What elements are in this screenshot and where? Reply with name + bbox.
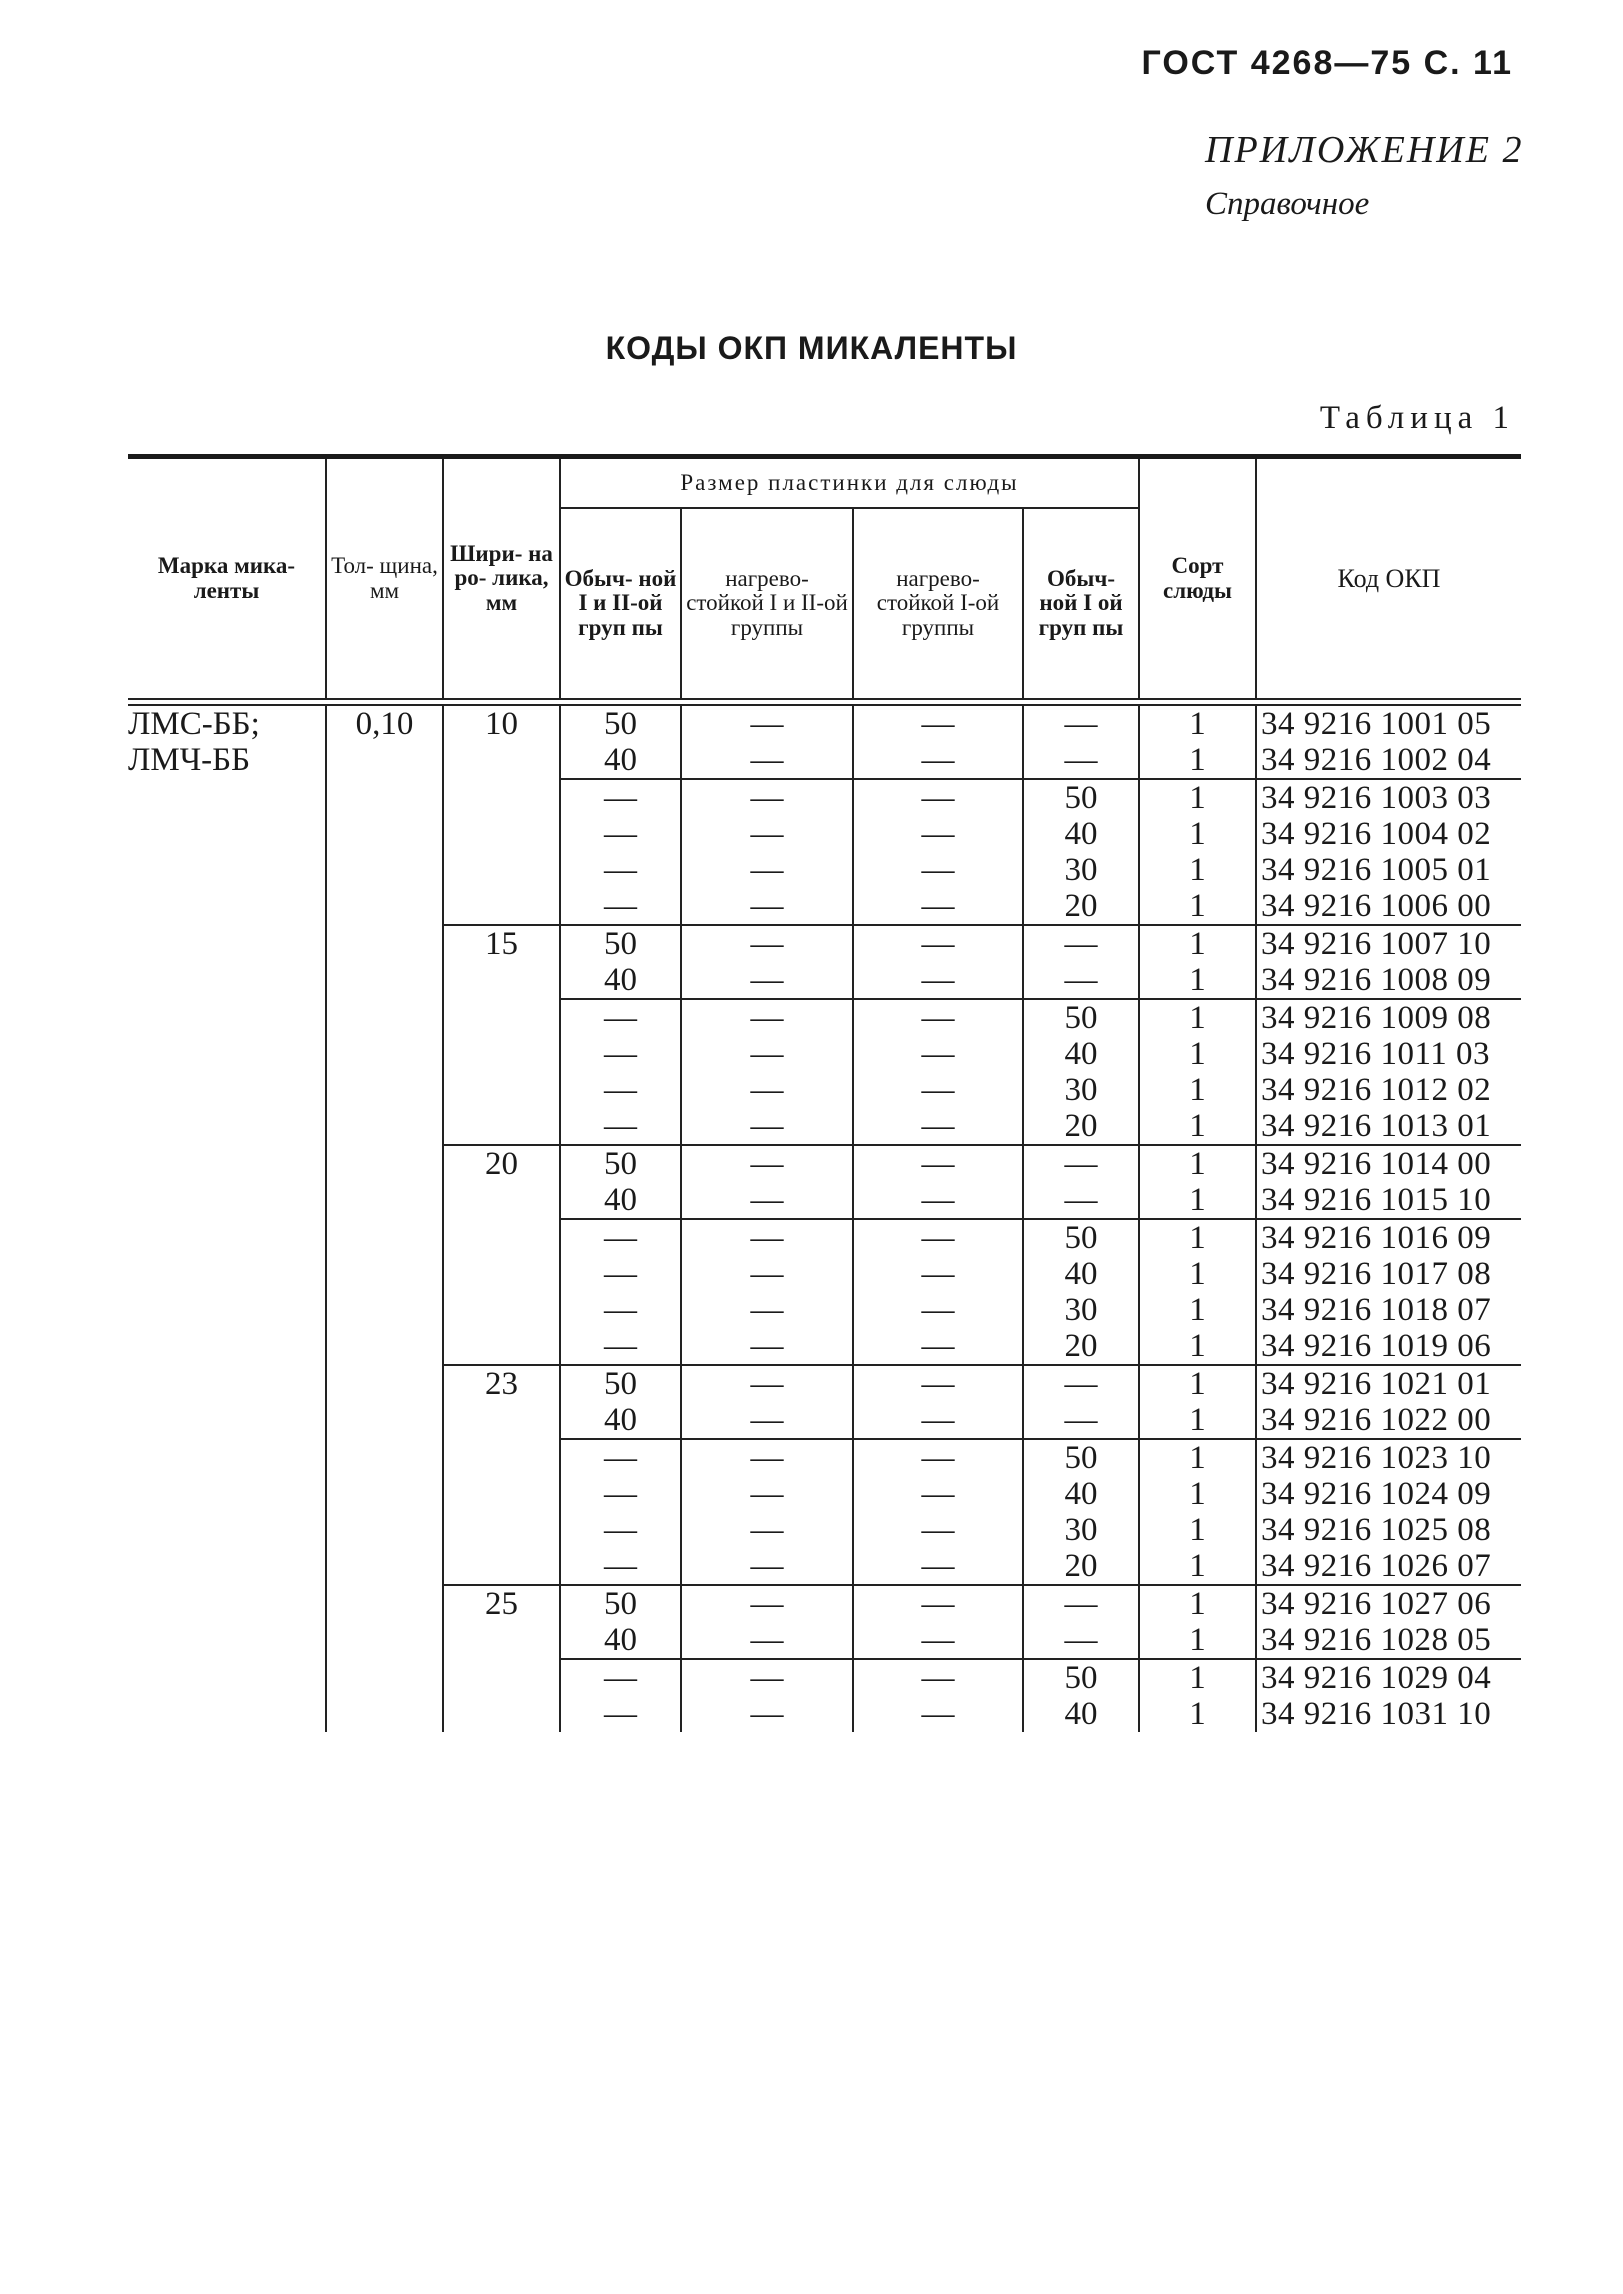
cell-value: 1 xyxy=(1189,1146,1206,1182)
cell-value: 50 xyxy=(1064,1440,1098,1476)
cell-value: 1 xyxy=(1189,1182,1206,1218)
sort-cell xyxy=(1139,706,1256,779)
cell-value: 1 xyxy=(1189,706,1206,742)
okp-code: 34 9216 1025 08 xyxy=(1261,1512,1492,1548)
cell-value: — xyxy=(921,1696,955,1732)
c4-cell xyxy=(1023,1365,1139,1439)
c3-cell xyxy=(853,925,1023,999)
c2-cell xyxy=(681,1585,853,1659)
col-header-normal-1: Обыч- ной I ой груп пы xyxy=(1023,508,1139,698)
c3-cell xyxy=(853,1365,1023,1439)
mark-cell xyxy=(128,706,326,1732)
cell-value: — xyxy=(750,1512,784,1548)
cell-value: — xyxy=(1064,1146,1098,1182)
appendix-note: Справочное xyxy=(1205,186,1370,222)
col-header-mark: Марка мика- ленты xyxy=(157,553,296,603)
c3-cell xyxy=(853,706,1023,779)
okp-code: 34 9216 1031 10 xyxy=(1261,1696,1492,1732)
cell-value: — xyxy=(921,742,955,778)
mark-text: ЛМС-ББ; xyxy=(128,706,260,742)
thickness-cell: 0,10 xyxy=(326,706,443,1732)
cell-value: — xyxy=(921,962,955,998)
cell-value: — xyxy=(750,1660,784,1696)
okp-code: 34 9216 1023 10 xyxy=(1261,1440,1492,1476)
cell-value: 1 xyxy=(1189,926,1206,962)
okp-code: 34 9216 1002 04 xyxy=(1261,742,1492,778)
header-double-rule xyxy=(128,698,1521,706)
cell-value: — xyxy=(921,1220,955,1256)
code-cell xyxy=(1256,779,1521,925)
col-header-width: Шири- на ро- лика, мм xyxy=(443,459,560,698)
cell-value: — xyxy=(750,1328,784,1364)
okp-code: 34 9216 1017 08 xyxy=(1261,1256,1492,1292)
cell-value: 50 xyxy=(604,706,637,742)
c2-cell xyxy=(681,1219,853,1365)
cell-value: — xyxy=(921,1512,955,1548)
okp-code: 34 9216 1014 00 xyxy=(1261,1146,1492,1182)
c2-cell xyxy=(681,706,853,779)
col-header-sort: Сорт слюды xyxy=(1139,459,1256,698)
c1-cell xyxy=(560,706,681,779)
table-body xyxy=(128,706,1521,1732)
cell-value: — xyxy=(921,1366,955,1402)
cell-value: — xyxy=(604,852,637,888)
cell-value: 1 xyxy=(1189,1696,1206,1732)
cell-value: — xyxy=(921,780,955,816)
cell-value: 40 xyxy=(604,1402,637,1438)
okp-code: 34 9216 1028 05 xyxy=(1261,1622,1492,1658)
cell-value: — xyxy=(604,1220,637,1256)
cell-value: — xyxy=(750,1440,784,1476)
cell-value: 40 xyxy=(604,1622,637,1658)
sort-cell xyxy=(1139,1659,1256,1732)
cell-value: 1 xyxy=(1189,1328,1206,1364)
sort-cell xyxy=(1139,1145,1256,1219)
cell-value: — xyxy=(921,816,955,852)
page-header-doc-ref: ГОСТ 4268—75 С. 11 xyxy=(1141,44,1513,82)
cell-value: — xyxy=(604,1036,637,1072)
cell-value: 1 xyxy=(1189,816,1206,852)
code-cell xyxy=(1256,1145,1521,1219)
cell-value: — xyxy=(921,1292,955,1328)
cell-value: 50 xyxy=(1064,780,1098,816)
cell-value: — xyxy=(750,1402,784,1438)
cell-value: 40 xyxy=(1064,816,1098,852)
cell-value: — xyxy=(1064,1182,1098,1218)
cell-value: — xyxy=(1064,742,1098,778)
c3-cell xyxy=(853,999,1023,1145)
cell-value: — xyxy=(750,1292,784,1328)
cell-value: — xyxy=(604,1696,637,1732)
okp-code: 34 9216 1004 02 xyxy=(1261,816,1492,852)
c2-cell xyxy=(681,1365,853,1439)
cell-value: — xyxy=(750,1548,784,1584)
c2-cell xyxy=(681,999,853,1145)
cell-value: — xyxy=(921,1182,955,1218)
okp-code: 34 9216 1005 01 xyxy=(1261,852,1492,888)
okp-code: 34 9216 1013 01 xyxy=(1261,1108,1492,1144)
cell-value: 50 xyxy=(1064,1220,1098,1256)
width-cell: 20 xyxy=(443,1145,560,1365)
sort-cell xyxy=(1139,1365,1256,1439)
cell-value: — xyxy=(921,1402,955,1438)
cell-value: 40 xyxy=(604,962,637,998)
c3-cell xyxy=(853,1659,1023,1732)
col-header-heat-1: нагрево- стойкой I-ой группы xyxy=(853,508,1023,698)
c3-cell xyxy=(853,1585,1023,1659)
cell-value: 50 xyxy=(1064,1000,1098,1036)
code-cell xyxy=(1256,1365,1521,1439)
mark-text: ЛМЧ-ББ xyxy=(128,742,251,778)
c4-cell xyxy=(1023,999,1139,1145)
okp-code: 34 9216 1008 09 xyxy=(1261,962,1492,998)
cell-value: — xyxy=(604,888,637,924)
cell-value: — xyxy=(604,1548,637,1584)
cell-value: 50 xyxy=(604,1586,637,1622)
cell-value: 1 xyxy=(1189,1072,1206,1108)
table-row xyxy=(128,706,1521,779)
cell-value: — xyxy=(604,1072,637,1108)
cell-value: — xyxy=(750,1622,784,1658)
cell-value: — xyxy=(921,1108,955,1144)
cell-value: — xyxy=(750,1000,784,1036)
cell-value: — xyxy=(921,1440,955,1476)
cell-value: — xyxy=(1064,1622,1098,1658)
code-cell xyxy=(1256,925,1521,999)
c2-cell xyxy=(681,1145,853,1219)
cell-value: — xyxy=(1064,1402,1098,1438)
okp-code: 34 9216 1012 02 xyxy=(1261,1072,1492,1108)
cell-value: 40 xyxy=(604,1182,637,1218)
cell-value: 1 xyxy=(1189,1292,1206,1328)
cell-value: — xyxy=(921,1256,955,1292)
okp-code: 34 9216 1007 10 xyxy=(1261,926,1492,962)
okp-code: 34 9216 1026 07 xyxy=(1261,1548,1492,1584)
col-header-heat-1-2: нагрево- стойкой I и II-ой группы xyxy=(681,508,853,698)
cell-value: — xyxy=(750,1220,784,1256)
cell-value: 40 xyxy=(1064,1476,1098,1512)
cell-value: — xyxy=(1064,706,1098,742)
cell-value: — xyxy=(750,780,784,816)
code-cell xyxy=(1256,1585,1521,1659)
cell-value: — xyxy=(921,1548,955,1584)
okp-code: 34 9216 1001 05 xyxy=(1261,706,1492,742)
cell-value: — xyxy=(750,1696,784,1732)
cell-value: — xyxy=(750,1256,784,1292)
cell-value: — xyxy=(750,1366,784,1402)
cell-value: 40 xyxy=(1064,1036,1098,1072)
cell-value: 30 xyxy=(1064,1292,1098,1328)
okp-code: 34 9216 1027 06 xyxy=(1261,1586,1492,1622)
cell-value: 1 xyxy=(1189,1440,1206,1476)
width-cell: 15 xyxy=(443,925,560,1145)
c3-cell xyxy=(853,1219,1023,1365)
col-header-normal-1-2: Обыч- ной I и II-ой груп пы xyxy=(560,508,681,698)
okp-code: 34 9216 1022 00 xyxy=(1261,1402,1492,1438)
cell-value: 1 xyxy=(1189,1512,1206,1548)
cell-value: 1 xyxy=(1189,1548,1206,1584)
cell-value: — xyxy=(750,1146,784,1182)
cell-value: — xyxy=(921,1622,955,1658)
document-title: КОДЫ ОКП МИКАЛЕНТЫ xyxy=(605,330,1018,366)
cell-value: 1 xyxy=(1189,1476,1206,1512)
c4-cell xyxy=(1023,1585,1139,1659)
sort-cell xyxy=(1139,999,1256,1145)
okp-code: 34 9216 1018 07 xyxy=(1261,1292,1492,1328)
cell-value: — xyxy=(921,1328,955,1364)
cell-value: — xyxy=(604,1476,637,1512)
cell-value: — xyxy=(921,852,955,888)
cell-value: 50 xyxy=(1064,1660,1098,1696)
cell-value: 30 xyxy=(1064,1512,1098,1548)
c4-cell xyxy=(1023,1219,1139,1365)
okp-code: 34 9216 1021 01 xyxy=(1261,1366,1492,1402)
cell-value: 1 xyxy=(1189,1000,1206,1036)
table-header xyxy=(128,459,1521,698)
code-cell xyxy=(1256,1439,1521,1585)
code-cell xyxy=(1256,1219,1521,1365)
c4-cell xyxy=(1023,925,1139,999)
c2-cell xyxy=(681,925,853,999)
cell-value: 1 xyxy=(1189,1366,1206,1402)
okp-code: 34 9216 1006 00 xyxy=(1261,888,1492,924)
code-cell xyxy=(1256,706,1521,779)
cell-value: — xyxy=(750,816,784,852)
okp-code: 34 9216 1024 09 xyxy=(1261,1476,1492,1512)
c3-cell xyxy=(853,1145,1023,1219)
cell-value: 1 xyxy=(1189,1036,1206,1072)
okp-code: 34 9216 1016 09 xyxy=(1261,1220,1492,1256)
cell-value: 1 xyxy=(1189,1108,1206,1144)
c3-cell xyxy=(853,1439,1023,1585)
cell-value: — xyxy=(750,1036,784,1072)
cell-value: — xyxy=(921,1476,955,1512)
cell-value: — xyxy=(604,1292,637,1328)
c4-cell xyxy=(1023,1659,1139,1732)
c1-cell xyxy=(560,1219,681,1365)
cell-value: 20 xyxy=(1064,1108,1098,1144)
c1-cell xyxy=(560,1585,681,1659)
cell-value: — xyxy=(750,1586,784,1622)
okp-code: 34 9216 1011 03 xyxy=(1261,1036,1491,1072)
cell-value: — xyxy=(750,742,784,778)
c2-cell xyxy=(681,1439,853,1585)
cell-value: — xyxy=(1064,1586,1098,1622)
cell-value: — xyxy=(921,926,955,962)
c4-cell xyxy=(1023,779,1139,925)
okp-code: 34 9216 1015 10 xyxy=(1261,1182,1492,1218)
cell-value: — xyxy=(750,1072,784,1108)
cell-value: — xyxy=(750,888,784,924)
c1-cell xyxy=(560,999,681,1145)
code-cell xyxy=(1256,1659,1521,1732)
c1-cell xyxy=(560,925,681,999)
cell-value: 1 xyxy=(1189,852,1206,888)
code-cell xyxy=(1256,999,1521,1145)
width-cell: 25 xyxy=(443,1585,560,1732)
cell-value: — xyxy=(604,1000,637,1036)
cell-value: 1 xyxy=(1189,1622,1206,1658)
cell-value: 20 xyxy=(1064,1328,1098,1364)
c2-cell xyxy=(681,1659,853,1732)
cell-value: 50 xyxy=(604,1366,637,1402)
cell-value: 40 xyxy=(1064,1696,1098,1732)
okp-code: 34 9216 1019 06 xyxy=(1261,1328,1492,1364)
cell-value: — xyxy=(921,1586,955,1622)
cell-value: 40 xyxy=(604,742,637,778)
cell-value: 1 xyxy=(1189,742,1206,778)
cell-value: 20 xyxy=(1064,1548,1098,1584)
cell-value: 1 xyxy=(1189,780,1206,816)
cell-value: — xyxy=(604,1660,637,1696)
c1-cell xyxy=(560,1365,681,1439)
cell-value: — xyxy=(604,780,637,816)
cell-value: 30 xyxy=(1064,1072,1098,1108)
c4-cell xyxy=(1023,1439,1139,1585)
cell-value: — xyxy=(750,1108,784,1144)
cell-value: — xyxy=(750,926,784,962)
c1-cell xyxy=(560,1145,681,1219)
cell-value: 1 xyxy=(1189,888,1206,924)
table-label: Таблица 1 xyxy=(1319,400,1515,436)
sort-cell xyxy=(1139,779,1256,925)
cell-value: — xyxy=(750,1476,784,1512)
cell-value: — xyxy=(1064,926,1098,962)
cell-value: — xyxy=(921,888,955,924)
c3-cell xyxy=(853,779,1023,925)
cell-value: 1 xyxy=(1189,1220,1206,1256)
appendix-title: ПРИЛОЖЕНИЕ 2 xyxy=(1205,129,1524,171)
okp-code: 34 9216 1029 04 xyxy=(1261,1660,1492,1696)
sort-cell xyxy=(1139,1585,1256,1659)
cell-value: — xyxy=(921,1000,955,1036)
cell-value: 1 xyxy=(1189,1660,1206,1696)
cell-value: — xyxy=(1064,1366,1098,1402)
cell-value: 50 xyxy=(604,1146,637,1182)
okp-code: 34 9216 1009 08 xyxy=(1261,1000,1492,1036)
cell-value: — xyxy=(750,706,784,742)
cell-value: — xyxy=(921,1072,955,1108)
col-header-size-group: Размер пластинки для слюды xyxy=(560,459,1139,508)
cell-value: — xyxy=(604,1256,637,1292)
cell-value: — xyxy=(921,1036,955,1072)
cell-value: — xyxy=(921,1146,955,1182)
col-header-thickness: Тол- щина, мм xyxy=(326,459,443,698)
cell-value: — xyxy=(604,1328,637,1364)
cell-value: — xyxy=(921,1660,955,1696)
cell-value: 1 xyxy=(1189,1402,1206,1438)
cell-value: — xyxy=(604,1108,637,1144)
width-cell: 23 xyxy=(443,1365,560,1585)
codes-table xyxy=(128,454,1521,1732)
sort-cell xyxy=(1139,925,1256,999)
sort-cell xyxy=(1139,1219,1256,1365)
c4-cell xyxy=(1023,1145,1139,1219)
sort-cell xyxy=(1139,1439,1256,1585)
cell-value: — xyxy=(921,706,955,742)
cell-value: 50 xyxy=(604,926,637,962)
cell-value: 20 xyxy=(1064,888,1098,924)
cell-value: 30 xyxy=(1064,852,1098,888)
c1-cell xyxy=(560,779,681,925)
cell-value: 1 xyxy=(1189,1256,1206,1292)
cell-value: 40 xyxy=(1064,1256,1098,1292)
c1-cell xyxy=(560,1439,681,1585)
cell-value: — xyxy=(750,852,784,888)
cell-value: — xyxy=(604,816,637,852)
cell-value: 1 xyxy=(1189,962,1206,998)
cell-value: — xyxy=(604,1512,637,1548)
c2-cell xyxy=(681,779,853,925)
c4-cell xyxy=(1023,706,1139,779)
col-header-code: Код ОКП xyxy=(1256,459,1521,698)
cell-value: — xyxy=(750,1182,784,1218)
cell-value: 1 xyxy=(1189,1586,1206,1622)
c1-cell xyxy=(560,1659,681,1732)
cell-value: — xyxy=(750,962,784,998)
okp-code: 34 9216 1003 03 xyxy=(1261,780,1492,816)
cell-value: — xyxy=(604,1440,637,1476)
cell-value: — xyxy=(1064,962,1098,998)
width-cell: 10 xyxy=(443,706,560,925)
